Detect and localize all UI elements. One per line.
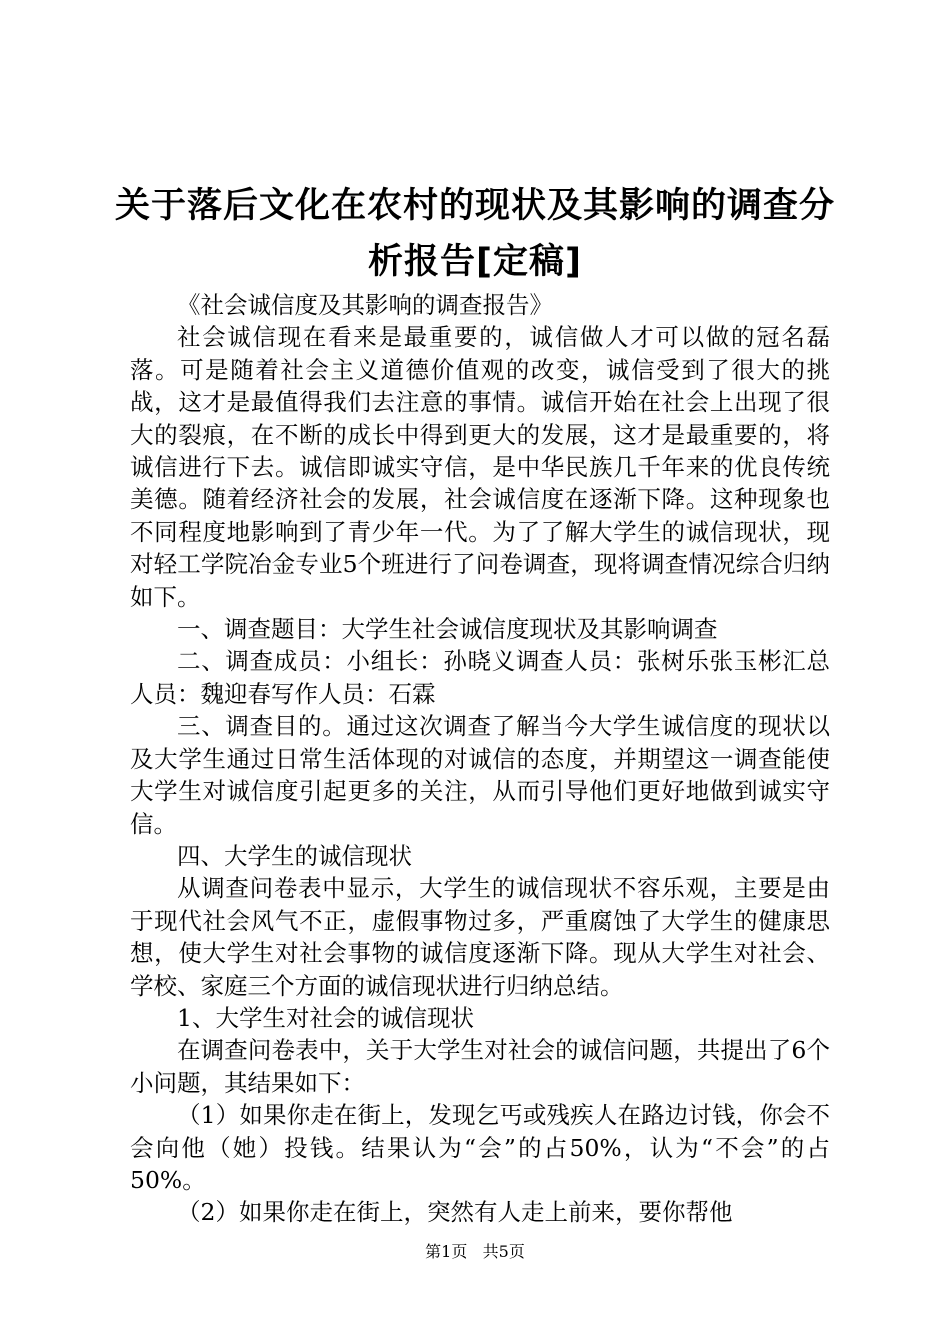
paragraph-question-1: （1）如果你走在街上，发现乞丐或残疾人在路边讨钱，你会不会向他（她）投钱。结果认为“会”的占50%，认为“不会”的占50%。 xyxy=(130,1101,830,1194)
paragraph-section-3: 三、调查目的。通过这次调查了解当今大学生诚信度的现状以及大学生通过日常生活体现的对诚信的态度，并期望这一调查能使大学生对诚信度引起更多的关注，从而引导他们更好地做到诚实守信。 xyxy=(130,712,830,838)
paragraph-section-1: 一、调查题目：大学生社会诚信度现状及其影响调查 xyxy=(177,615,718,644)
paragraph-section-4-body: 从调查问卷表中显示，大学生的诚信现状不容乐观，主要是由于现代社会风气不正，虚假事物过多，严重腐蚀了大学生的健康思想，使大学生对社会事物的诚信度逐渐下降。现从大学生对社会、学校、家庭三个方面的诚信现状进行归纳总结。 xyxy=(130,874,830,1000)
page-separator xyxy=(472,1242,477,1261)
paragraph-subsection-1: 1、大学生对社会的诚信现状 xyxy=(177,1003,474,1032)
document-body xyxy=(130,289,830,1229)
paragraph-intro: 社会诚信现在看来是最重要的，诚信做人才可以做的冠名磊落。可是随着社会主义道德价值观的改变，诚信受到了很大的挑战，这才是最值得我们去注意的事情。诚信开始在社会上出现了很大的裂痕，在不断的成长中得到更大的发展，这才是最重要的，将诚信进行下去。诚信即诚实守信，是中华民族几千年来的优良传统美德。随着经济社会的发展，社会诚信度在逐渐下降。这种现象也不同程度地影响到了青少年一代。为了了解大学生的诚信现状，现对轻工学院冶金专业5个班进行了问卷调查，现将调查情况综合归纳如下。 xyxy=(130,323,830,611)
paragraph-subsection-1-body: 在调查问卷表中，关于大学生对社会的诚信问题，共提出了6个小问题，其结果如下： xyxy=(130,1036,830,1097)
paragraph-section-2: 二、调查成员：小组长：孙晓义调查人员：张树乐张玉彬汇总人员：魏迎春写作人员：石霖 xyxy=(130,647,830,708)
page-total: 共5页 xyxy=(482,1242,525,1261)
page-number: 第1页 xyxy=(425,1242,468,1261)
paragraph-subtitle: 《社会诚信度及其影响的调查报告》 xyxy=(177,291,553,319)
page-footer xyxy=(0,1242,950,1262)
paragraph-section-4: 四、大学生的诚信现状 xyxy=(177,841,412,870)
document-title: 关于落后文化在农村的现状及其影响的调查分析报告[定稿] xyxy=(114,186,835,282)
paragraph-question-2: （2）如果你走在街上，突然有人走上前来，要你帮他 xyxy=(177,1198,733,1227)
